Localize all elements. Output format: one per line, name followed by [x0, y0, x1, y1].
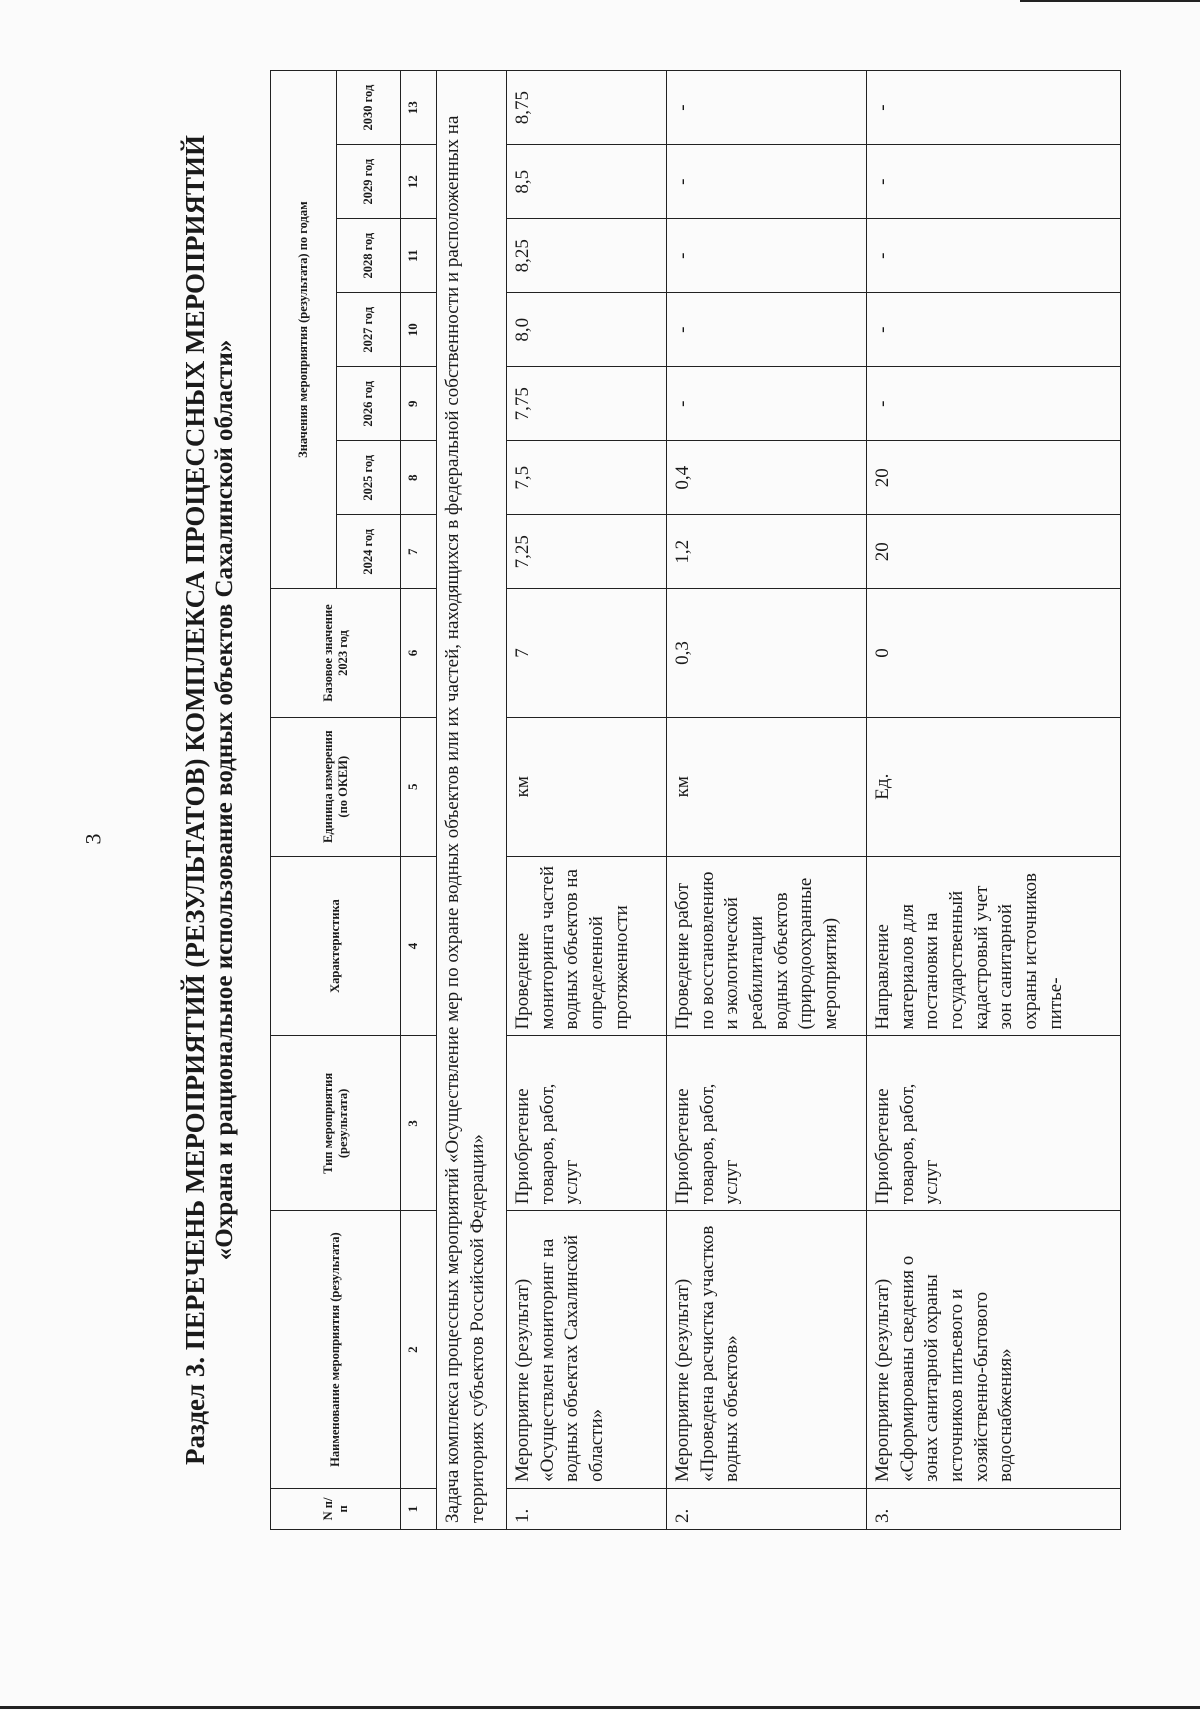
- rotated-page-content: [180, 70, 1140, 1530]
- row-value: 7,5: [507, 441, 667, 515]
- table-row: [667, 71, 867, 1530]
- task-text: Задача комплекса процессных мероприятий «Осуществление мер по охране водных объектов или их частей, находящихся в федеральной собственности и расположенных на территориях субъектов Российской Федерации»: [437, 71, 507, 1530]
- column-number: 2: [401, 1211, 437, 1489]
- header-year: 2024 год: [337, 515, 401, 589]
- row-value: 8,0: [507, 293, 667, 367]
- row-type: Приобретение товаров, работ, услуг: [507, 1036, 667, 1211]
- section-title: [180, 70, 240, 1530]
- title-line-1: Раздел 3. ПЕРЕЧЕНЬ МЕРОПРИЯТИЙ (РЕЗУЛЬТАТОВ) КОМПЛЕКСА ПРОЦЕССНЫХ МЕРОПРИЯТИЙ: [180, 135, 210, 1465]
- row-value: 8,25: [507, 219, 667, 293]
- row-value: 7,75: [507, 367, 667, 441]
- row-value: -: [867, 71, 1121, 145]
- column-number: 1: [401, 1488, 437, 1529]
- table-row: [507, 71, 667, 1530]
- row-unit: км: [667, 717, 867, 856]
- row-value: -: [667, 293, 867, 367]
- row-type: Приобретение товаров, работ, услуг: [867, 1036, 1121, 1211]
- row-value: -: [667, 71, 867, 145]
- row-type: Приобретение товаров, работ, услуг: [667, 1036, 867, 1211]
- column-number: 7: [401, 515, 437, 589]
- column-number: 8: [401, 441, 437, 515]
- row-value: -: [867, 145, 1121, 219]
- header-row-1: [271, 71, 337, 1530]
- page-number: 3: [80, 833, 106, 845]
- column-number: 4: [401, 856, 437, 1036]
- row-value: -: [867, 367, 1121, 441]
- scan-edge-top: [1020, 0, 1200, 2]
- row-num: 3.: [867, 1488, 1121, 1529]
- header-unit: Единица измерения (по ОКЕИ): [271, 717, 401, 856]
- header-year: 2025 год: [337, 441, 401, 515]
- title-line-2: «Охрана и рациональное использование водных объектов Сахалинской области»: [211, 339, 239, 1261]
- row-value: 8,5: [507, 145, 667, 219]
- row-name: Мероприятие (результат) «Проведена расчистка участков водных объектов»: [667, 1211, 867, 1489]
- row-value: 0,4: [667, 441, 867, 515]
- scan-edge-bottom: [0, 1706, 1200, 1709]
- row-value: 20: [867, 441, 1121, 515]
- row-num: 2.: [667, 1488, 867, 1529]
- column-number: 5: [401, 717, 437, 856]
- column-number: 3: [401, 1036, 437, 1211]
- row-value: -: [867, 219, 1121, 293]
- row-name: Мероприятие (результат) «Осуществлен мониторинг на водных объектах Сахалинской области»: [507, 1211, 667, 1489]
- column-number: 11: [401, 219, 437, 293]
- row-name: Мероприятие (результат) «Сформированы сведения о зонах санитарной охраны источников питьевого и хозяйственно-бытового водоснабжения»: [867, 1211, 1121, 1489]
- column-numbers-row: [401, 71, 437, 1530]
- header-year: 2029 год: [337, 145, 401, 219]
- column-number: 13: [401, 71, 437, 145]
- column-number: 9: [401, 367, 437, 441]
- header-name: Наименование мероприятия (результата): [271, 1211, 401, 1489]
- header-num: N п/п: [271, 1488, 401, 1529]
- row-value: -: [667, 219, 867, 293]
- row-characteristic: Проведение мониторинга частей водных объектов на определенной протяженности: [507, 856, 667, 1036]
- row-value: -: [867, 293, 1121, 367]
- header-year: 2026 год: [337, 367, 401, 441]
- row-value: 1,2: [667, 515, 867, 589]
- header-year: 2027 год: [337, 293, 401, 367]
- row-value: -: [667, 145, 867, 219]
- header-type: Тип мероприятия (результата): [271, 1036, 401, 1211]
- column-number: 10: [401, 293, 437, 367]
- row-characteristic: Направление материалов для постановки на государственный кадастровый учет зон санитарной охраны источников питье-: [867, 856, 1121, 1036]
- task-row: [437, 71, 507, 1530]
- header-year: 2030 год: [337, 71, 401, 145]
- column-number: 6: [401, 589, 437, 718]
- header-year: 2028 год: [337, 219, 401, 293]
- row-value: 8,75: [507, 71, 667, 145]
- row-base: 0: [867, 589, 1121, 718]
- column-number: 12: [401, 145, 437, 219]
- row-num: 1.: [507, 1488, 667, 1529]
- header-base: Базовое значение 2023 год: [271, 589, 401, 718]
- header-characteristic: Характеристика: [271, 856, 401, 1036]
- row-base: 0,3: [667, 589, 867, 718]
- row-characteristic: Проведение работ по восстановлению и экологической реабилитации водных объектов (природоохранные мероприятия): [667, 856, 867, 1036]
- header-values-group: Значения мероприятия (результата) по годам: [271, 71, 337, 589]
- row-base: 7: [507, 589, 667, 718]
- row-value: 20: [867, 515, 1121, 589]
- row-value: 7,25: [507, 515, 667, 589]
- table-row: [867, 71, 1121, 1530]
- row-unit: Ед.: [867, 717, 1121, 856]
- row-unit: км: [507, 717, 667, 856]
- measures-table: [270, 70, 1121, 1530]
- row-value: -: [667, 367, 867, 441]
